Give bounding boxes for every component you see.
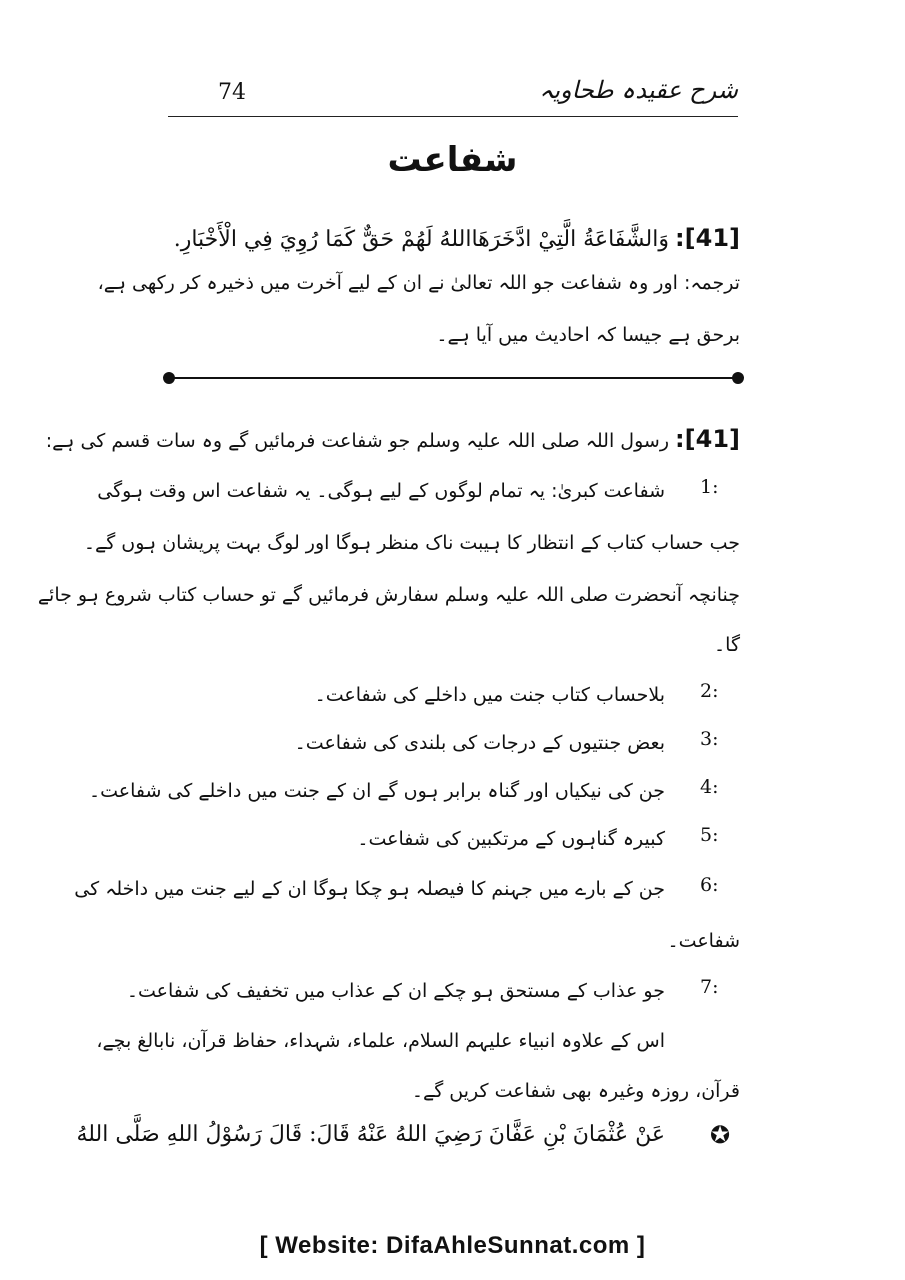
item-7-text: جو عذاب کے مستحق ہو چکے ان کے عذاب میں تخفیف کی شفاعت۔: [126, 980, 665, 1002]
text-arabic-line: [165, 218, 740, 260]
item-3-text: بعض جنتیوں کے درجات کی بلندی کی شفاعت۔: [294, 732, 665, 754]
translation-line-2: برحق ہے جیسا کہ احادیث میں آیا ہے۔: [436, 324, 740, 346]
item-4-text: جن کی نیکیاں اور گناہ برابر ہوں گے ان کے جنت میں داخلے کی شفاعت۔: [88, 780, 665, 802]
item-1-line-3: چنانچہ آنحضرت صلی اللہ علیہ وسلم سفارش فرمائیں گے تو حساب کتاب شروع ہو جائے: [37, 584, 740, 606]
page-header: [168, 76, 738, 117]
website-footer: [ Website: DifaAhleSunnat.com ]: [259, 1232, 646, 1259]
divider-right-dot: [732, 372, 744, 384]
closing-line-1: اس کے علاوہ انبیاء علیہم السلام، علماء، شہداء، حفاظ قرآن، نابالغ بچے،: [96, 1030, 665, 1052]
arabic-text: وَالشَّفَاعَةُ الَّتِيْ ادَّخَرَهَااللهُ لَهُمْ حَقٌّ كَمَا رُوِيَ فِي الْأَخْبَارِ.: [173, 227, 669, 252]
item-5-text: کبیرہ گناہوں کے مرتکبین کی شفاعت۔: [357, 828, 665, 850]
closing-line-2: قرآن، روزہ وغیرہ بھی شفاعت کریں گے۔: [411, 1080, 740, 1102]
item-1-line-4: گا۔: [714, 634, 740, 656]
text-number: [41]:: [675, 224, 740, 252]
item-1-line-2: جب حساب کتاب کے انتظار کا ہیبت ناک منظر ہوگا اور لوگ بہت پریشان ہوں گے۔: [83, 532, 740, 554]
item-7-number: 7:: [700, 976, 719, 998]
item-6-line-1: جن کے بارے میں جہنم کا فیصلہ ہو چکا ہوگا ان کے لیے جنت میں داخلہ کی: [74, 878, 665, 900]
item-6-number: 6:: [700, 874, 719, 896]
item-2-text: بلاحساب کتاب جنت میں داخلے کی شفاعت۔: [314, 684, 665, 706]
item-1-line-1: شفاعت کبریٰ: یہ تمام لوگوں کے لیے ہوگی۔ یہ شفاعت اس وقت ہوگی: [97, 480, 665, 502]
book-title: شرح عقیدہ طحاویہ: [539, 76, 738, 104]
item-6-line-2: شفاعت۔: [667, 930, 740, 952]
item-4-number: 4:: [700, 776, 719, 798]
translation-line-1: ترجمہ: اور وہ شفاعت جو اللہ تعالیٰ نے ان کے لیے آخرت میں ذخیرہ کر رکھی ہے،: [97, 272, 740, 294]
item-2-number: 2:: [700, 680, 719, 702]
commentary-intro: [45, 424, 740, 456]
item-1-number: 1:: [700, 476, 719, 498]
star-icon: ✪: [710, 1121, 731, 1149]
section-divider: [168, 377, 738, 379]
page-number: 74: [218, 80, 246, 105]
hadith-arabic: عَنْ عُثْمَانَ بْنِ عَفَّانَ رَضِيَ اللهُ عَنْهُ قَالَ: قَالَ رَسُوْلُ اللهِ صَلَّى اللهُ: [76, 1122, 665, 1147]
commentary-intro-text: رسول اللہ صلی اللہ علیہ وسلم جو شفاعت فرمائیں گے وہ سات قسم کی ہے:: [45, 430, 669, 452]
commentary-number: [41]:: [675, 425, 740, 453]
hadith-start: [76, 1120, 665, 1150]
item-5-number: 5:: [700, 824, 719, 846]
chapter-title: شفاعت: [387, 140, 518, 180]
item-3-number: 3:: [700, 728, 719, 750]
